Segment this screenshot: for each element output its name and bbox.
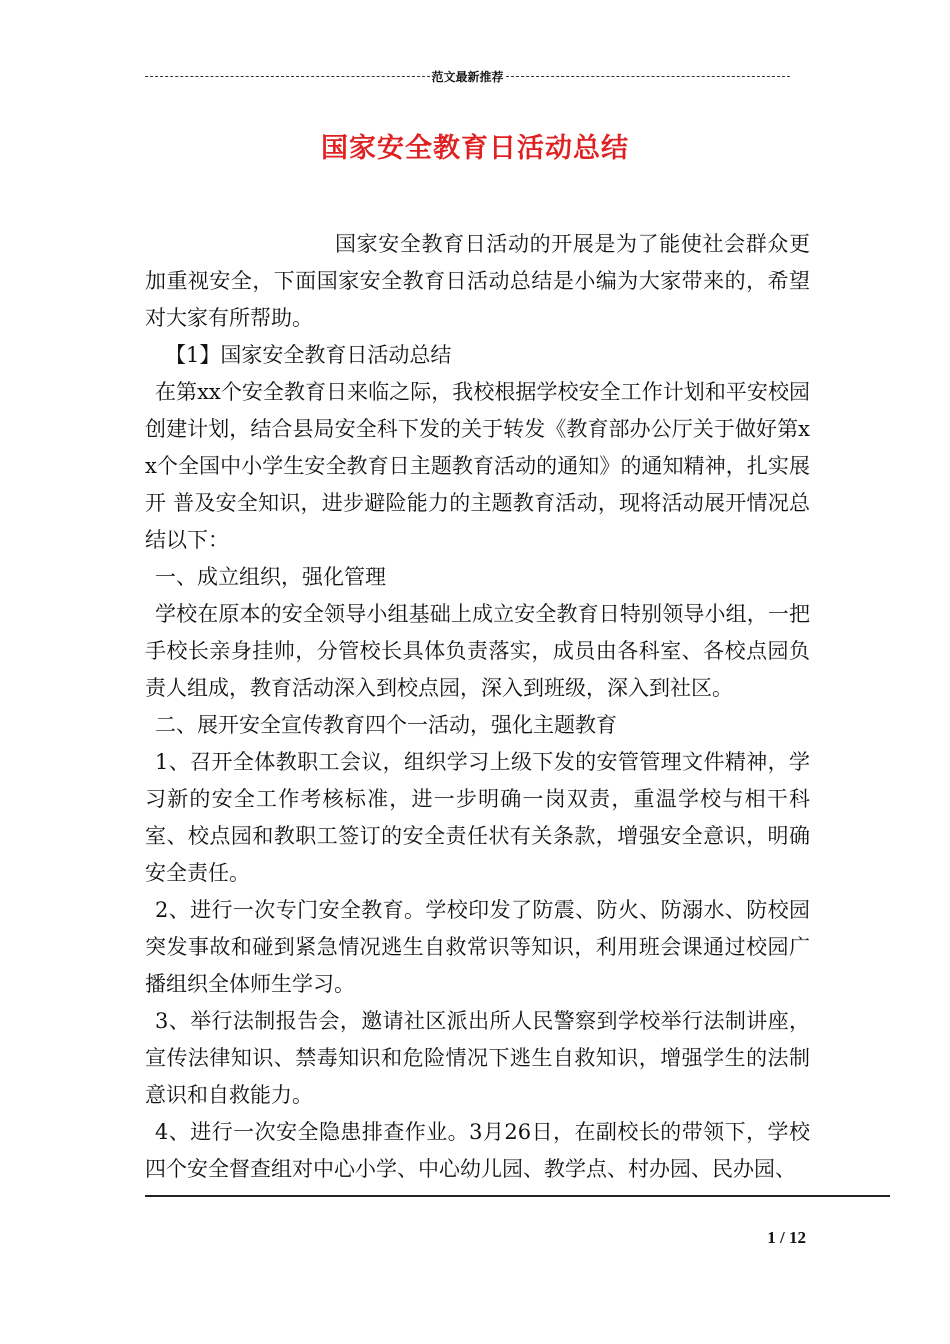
document-body: [145, 226, 810, 1188]
page-header: [145, 66, 790, 86]
header-text: 范文最新推荐: [431, 69, 504, 84]
body-paragraph: 4、进行一次安全隐患排查作业。3月26日，在副校长的带领下，学校四个安全督查组对中心小学、中心幼儿园、教学点、村办园、民办园、: [145, 1120, 810, 1181]
subsection-heading-2: 二、展开安全宣传教育四个一活动，强化主题教育: [155, 713, 617, 737]
body-paragraph: 3、举行法制报告会，邀请社区派出所人民警察到学校举行法制讲座，宣传法律知识、禁毒知识和危险情况下逃生自救知识，增强学生的法制意识和自救能力。: [145, 1009, 810, 1107]
document-title: 国家安全教育日活动总结: [321, 133, 629, 164]
footer-rule: [145, 1195, 890, 1197]
page-number: 1 / 12: [767, 1228, 806, 1247]
header-dash-right: [506, 76, 791, 77]
section-heading-1: 【1】国家安全教育日活动总结: [165, 343, 452, 367]
body-paragraph: 在第xx个安全教育日来临之际，我校根据学校安全工作计划和平安校园创建计划，结合县局安全科下发的关于转发《教育部办公厅关于做好第xx个全国中小学生安全教育日主题教育活动的通知》的通知精神，扎实展开 普及安全知识，进步避险能力的主题教育活动，现将活动展开情况总结以下：: [145, 380, 810, 552]
subsection-heading-1: 一、成立组织，强化管理: [155, 565, 386, 589]
intro-paragraph: 国家安全教育日活动的开展是为了能使社会群众更加重视安全，下面国家安全教育日活动总结是小编为大家带来的，希望对大家有所帮助。: [145, 232, 810, 330]
body-paragraph: 学校在原本的安全领导小组基础上成立安全教育日特别领导小组，一把手校长亲身挂帅，分管校长具体负责落实，成员由各科室、各校点园负责人组成，教育活动深入到校点园，深入到班级，深入到社区。: [145, 602, 810, 700]
body-paragraph: 2、进行一次专门安全教育。学校印发了防震、防火、防溺水、防校园突发事故和碰到紧急情况逃生自救常识等知识，利用班会课通过校园广播组织全体师生学习。: [145, 898, 810, 996]
body-paragraph: 1、召开全体教职工会议，组织学习上级下发的安管管理文件精神，学习新的安全工作考核标准，进一步明确一岗双责，重温学校与相干科室、校点园和教职工签订的安全责任状有关条款，增强安全意识，明确安全责任。: [145, 750, 810, 885]
header-dash-left: [145, 76, 430, 77]
